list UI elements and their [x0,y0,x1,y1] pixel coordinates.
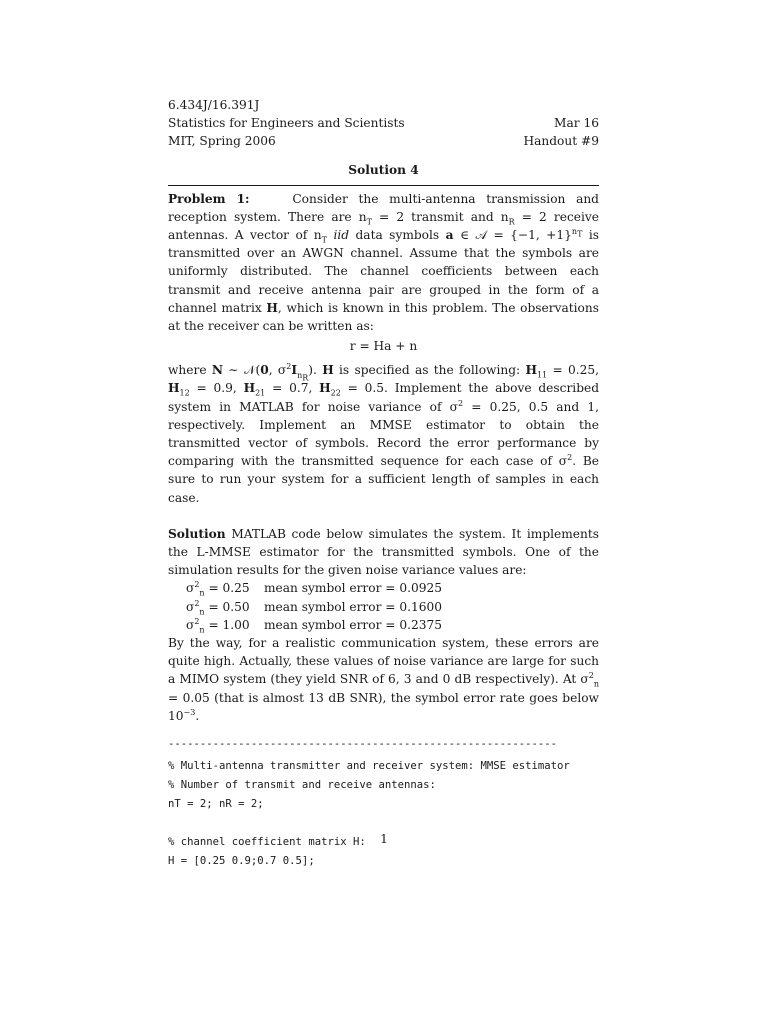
problem-paragraph: Problem 1: Consider the multi-antenna transmission and reception system. There are $n_T = 2$ transmit and $n_R = 2$ receive antennas. A vector of $n_T$ iid data symbols a ∈ 𝒜 = {−1, +1}$^{n_T}$ is transmitted over an AWGN channel. Assume that the symbols are uniformly distributed. The channel coefficients between each transmit and receive antenna pair are grouped in the form of a channel matrix H, which is known in this problem. The observations at the receiver can be written as: [168,191,600,333]
discussion-paragraph: By the way, for a realistic communication system, these errors are quite high. Actually, these values of noise variance are large for such a MIMO system (they yield SNR of 6, 3 and 0 dB respectively). At $\sigma^2_n = 0.05$ (that is almost 13 dB SNR), the symbol error rate goes below $10^{-3}$. [168,635,599,723]
handout-number: Handout #9 [523,134,599,149]
code-block [168,757,599,871]
result-row: $\sigma^2_n = 0.25$ mean symbol error = 0.0925 [186,580,442,598]
observation-equation: r = Ha + n [349,339,418,354]
course-term: MIT, Spring 2006 [168,134,276,149]
header-row-2 [168,114,599,132]
code-line: % Multi-antenna transmitter and receiver system: MMSE estimator [168,760,570,773]
header-row-3 [168,132,599,150]
doc-title: Solution 4 [348,162,419,177]
page-number: 1 [380,832,388,846]
title-rule [168,185,599,186]
code-separator: ------------------------------------------------------------- [168,738,558,750]
solution-label: Solution [168,526,226,541]
code-line: % Number of transmit and receive antennas: [168,779,436,792]
document-page [168,96,599,871]
course-title: Statistics for Engineers and Scientists [168,116,405,131]
code-line: % channel coefficient matrix H: [168,836,366,849]
result-row: $\sigma^2_n = 0.50$ mean symbol error = 0.1600 [186,598,442,617]
results-list [168,579,599,634]
problem-label: Problem 1: [168,191,250,206]
course-number: 6.434J/16.391J [168,98,260,112]
result-row: $\sigma^2_n = 1.00$ mean symbol error = 0.2375 [186,616,442,635]
solution-paragraph: Solution MATLAB code below simulates the system. It implements the L-MMSE estimator for the transmitted symbols. One of the simulation results for the given noise variance values are: [168,526,600,578]
code-line: nT = 2; nR = 2; [168,798,264,811]
problem-paragraph-2: where N ∼ 𝒩(0, $\sigma^2I_{n_R}$). H is specified as the following: $H_{11} = 0.25$, $H_{12} = 0.9$, $H_{21} = 0.7$, $H_{22} = 0.5$. Implement the above described system in MATLAB for noise variance of $\sigma^2 = 0.25$, 0.5 and 1, respectively. Implement an MMSE estimator to obtain the transmitted vector of symbols. Record the error performance by comparing with the transmitted sequence for each case of $\sigma^2$. Be sure to run your system for a sufficient length of samples in each case. [168,362,600,505]
code-line: H = [0.25 0.9;0.7 0.5]; [168,855,315,868]
header-date: Mar 16 [554,116,599,131]
header-row-1 [168,96,599,114]
